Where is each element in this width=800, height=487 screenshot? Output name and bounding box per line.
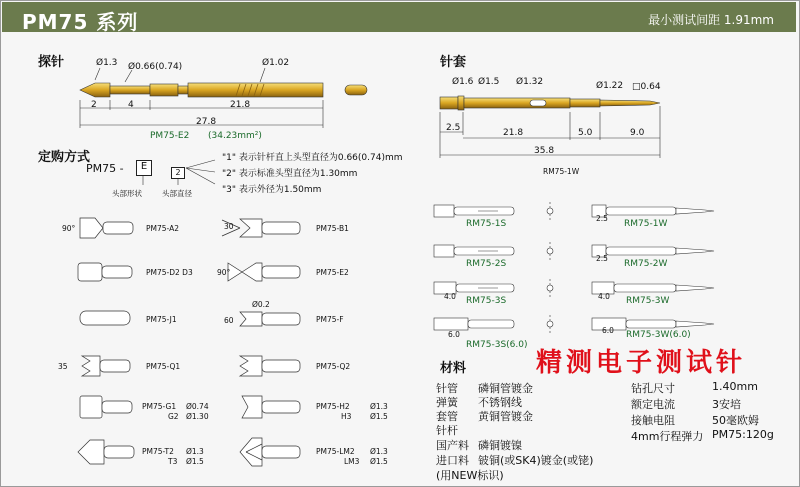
tip-g2-label: G2	[168, 412, 179, 421]
sleeve-type-2s: RM75-2S	[466, 259, 507, 269]
probe-dim-21-8: 21.8	[230, 100, 251, 110]
spec-value: 3安培	[712, 398, 741, 411]
tip-drawings	[78, 218, 300, 466]
sleeve-dim-d5: □0.64	[632, 82, 661, 92]
spec-value: 1.40mm	[712, 380, 758, 393]
sleeve-type-2w: RM75-2W	[624, 259, 668, 269]
rm75-2s-drawing	[434, 242, 553, 260]
tip-g2-diameter: Ø1.30	[186, 412, 209, 421]
spec-key: 额定电流	[631, 398, 675, 411]
sleeve-type-1w-dim: 2.5	[596, 214, 608, 223]
material-value: 磷铜管镀金	[478, 382, 533, 395]
probe-dim-4: 4	[128, 100, 134, 110]
tip-lm3-label: LM3	[344, 457, 360, 466]
probe-part: PM75-E2	[150, 131, 190, 141]
tip-q1-label: PM75-Q1	[146, 362, 181, 371]
probe-dim-2: 2	[91, 100, 97, 110]
order-section-title: 定购方式	[38, 150, 91, 165]
rm75-1s-drawing	[434, 202, 553, 220]
sleeve-type-3s: RM75-3S	[466, 296, 507, 306]
spec-key: 接触电阻	[631, 414, 675, 427]
order-label-diameter: 头部直径	[162, 189, 192, 198]
material-value: (用NEW标识)	[436, 469, 504, 482]
spec-value: PM75:120g	[712, 428, 774, 441]
material-key: 进口料	[436, 454, 469, 467]
tip-a2-drawing	[80, 218, 133, 238]
order-note-1: "1" 表示针杆直上头型直径为0.66(0.74)mm	[222, 153, 403, 163]
rm75-3w-drawing	[592, 282, 714, 294]
tip-h3-label: H3	[341, 412, 352, 421]
sleeve-dim-d1: Ø1.6	[452, 77, 474, 87]
order-note-2: "2" 表示标准头型直径为1.30mm	[222, 169, 358, 179]
tip-a2-label: PM75-A2	[146, 224, 179, 233]
probe-dim-d2: Ø0.66(0.74)	[128, 62, 183, 72]
sleeve-type-2w-dim: 2.5	[596, 254, 608, 263]
tip-lm2-diameter: Ø1.3	[370, 447, 388, 456]
sleeve-type-1s: RM75-1S	[466, 219, 507, 229]
material-value: 不锈钢线	[478, 396, 522, 409]
tip-d2-drawing	[78, 263, 132, 281]
tip-lm3-diameter: Ø1.5	[370, 457, 388, 466]
probe-dim-d3: Ø1.02	[262, 58, 290, 68]
brand-watermark: 精测电子测试针	[536, 348, 747, 378]
order-box-shape: E	[136, 160, 152, 176]
tip-lm2-label: PM75-LM2	[316, 447, 355, 456]
tip-q2-drawing	[240, 356, 300, 376]
tip-g1-drawing	[80, 396, 132, 418]
sleeve-section-title: 针套	[440, 55, 467, 70]
material-value: 黄铜管镀金	[478, 410, 533, 423]
sleeve-dim-d2: Ø1.5	[478, 77, 500, 87]
material-key: 套管	[436, 410, 458, 423]
sleeve-dim-35-8: 35.8	[534, 146, 555, 156]
order-note-3: "3" 表示外径为1.50mm	[222, 185, 322, 195]
tip-a2-angle: 90°	[62, 224, 76, 233]
material-key: 针杆	[436, 424, 458, 437]
tip-t2-diameter: Ø1.3	[186, 447, 204, 456]
tip-f-diameter: Ø0.2	[252, 300, 270, 309]
tip-lm2-drawing	[240, 438, 300, 466]
sleeve-type-3s6: RM75-3S(6.0)	[466, 340, 528, 350]
sleeve-type-3w-dim: 4.0	[598, 292, 610, 301]
rm75-2w-drawing	[592, 245, 714, 257]
tip-h2-drawing	[242, 396, 300, 418]
tip-b1-angle: 30	[224, 222, 234, 231]
tip-f-drawing	[240, 312, 300, 326]
tip-j1-label: PM75-J1	[146, 315, 177, 324]
sleeve-dim-2-5: 2.5	[446, 123, 461, 133]
probe-section-title: 探针	[38, 55, 65, 70]
material-section-title: 材料	[440, 361, 467, 376]
probe-length: (34.23mm²)	[208, 131, 262, 141]
tip-e2-drawing	[228, 263, 300, 281]
sleeve-dim-d4: Ø1.22	[596, 81, 624, 91]
sleeve-dim-9: 9.0	[630, 128, 645, 138]
rm75-1w-drawing	[592, 205, 714, 217]
tip-q2-label: PM75-Q2	[316, 362, 351, 371]
material-value: 铍铜(或SK4)镀金(或铑)	[478, 454, 594, 467]
page-title: PM75 系列	[22, 10, 139, 34]
sleeve-type-1w: RM75-1W	[624, 219, 668, 229]
tip-h3-diameter: Ø1.5	[370, 412, 388, 421]
tip-e2-angle: 90°	[217, 268, 231, 277]
spec-key: 4mm行程弹力	[631, 430, 704, 443]
tip-b1-label: PM75-B1	[316, 224, 349, 233]
order-label-shape: 头部形状	[112, 189, 142, 198]
spec-value: 50毫欧姆	[712, 414, 759, 427]
probe-drawing	[80, 83, 367, 97]
order-box-diameter: 2	[171, 167, 185, 179]
tip-f-label: PM75-F	[316, 315, 344, 324]
sleeve-type-3s6-dim: 6.0	[448, 330, 460, 339]
tip-q1-angle: 35	[58, 362, 68, 371]
sleeve-part: RM75-1W	[543, 167, 580, 176]
material-value: 磷铜镀镍	[478, 439, 522, 452]
sleeve-dim-5: 5.0	[578, 128, 593, 138]
material-key: 针管	[436, 382, 458, 395]
tip-h2-diameter: Ø1.3	[370, 402, 388, 411]
probe-dim-d1: Ø1.3	[96, 58, 118, 68]
sleeve-type-3w6: RM75-3W(6.0)	[626, 330, 691, 340]
spec-key: 钻孔尺寸	[631, 382, 675, 395]
tip-q1-drawing	[82, 356, 130, 376]
material-key: 国产料	[436, 439, 469, 452]
sleeve-drawing	[440, 96, 660, 110]
tip-t3-diameter: Ø1.5	[186, 457, 204, 466]
tip-e2-label: PM75-E2	[316, 268, 349, 277]
tip-f-angle: 60	[224, 316, 234, 325]
sleeve-dim-21-8: 21.8	[503, 128, 524, 138]
tip-t2-drawing	[78, 440, 134, 464]
sleeve-type-3w6-dim: 6.0	[602, 326, 614, 335]
min-pitch: 最小测试间距 1.91mm	[648, 13, 774, 27]
order-code: PM75 -	[86, 162, 124, 175]
material-key: 弹簧	[436, 396, 458, 409]
sleeve-type-3s-dim: 4.0	[444, 292, 456, 301]
sleeve-type-3w: RM75-3W	[626, 296, 670, 306]
tip-h2-label: PM75-H2	[316, 402, 350, 411]
tip-g1-label: PM75-G1	[142, 402, 177, 411]
tip-j1-drawing	[80, 311, 130, 325]
tip-t3-label: T3	[168, 457, 178, 466]
tip-g1-diameter: Ø0.74	[186, 402, 209, 411]
sleeve-dim-d3: Ø1.32	[516, 77, 544, 87]
tip-t2-label: PM75-T2	[142, 447, 174, 456]
tip-d2-label: PM75-D2 D3	[146, 268, 193, 277]
probe-dim-27-8: 27.8	[196, 117, 217, 127]
